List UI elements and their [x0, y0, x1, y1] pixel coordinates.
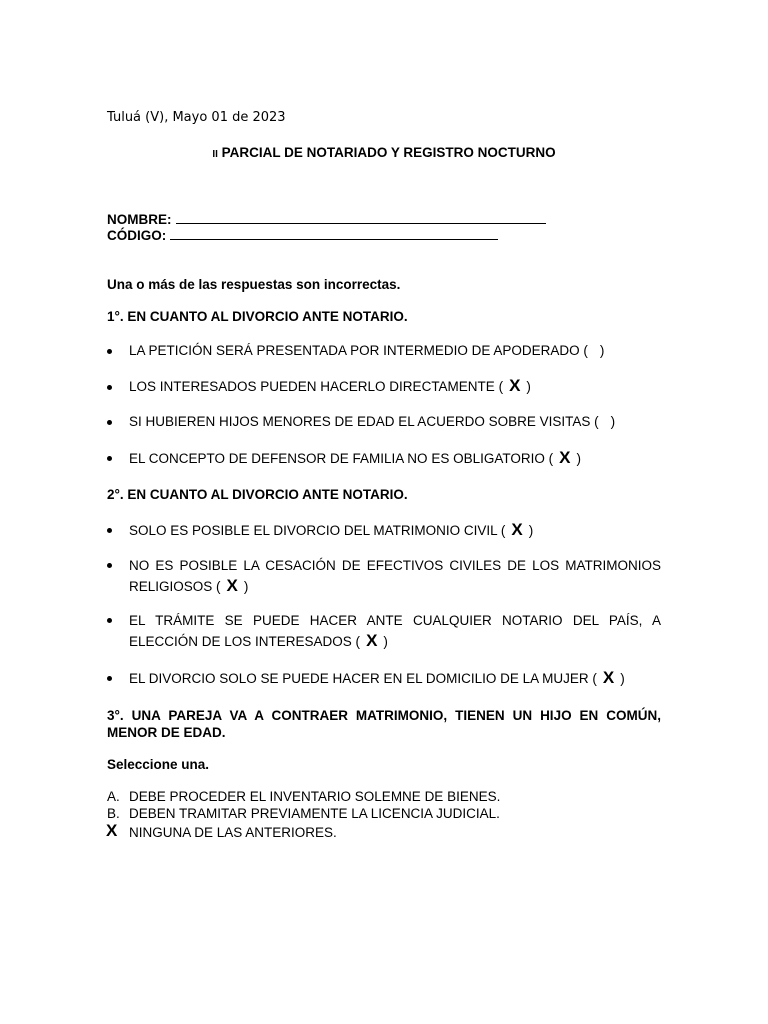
answer-mark: X: [509, 376, 521, 395]
name-label: NOMBRE:: [107, 212, 172, 227]
exam-title: [0, 145, 768, 160]
q1-item-1: LA PETICIÓN SERÁ PRESENTADA POR INTERMEDIO DE APODERADO ( ): [129, 343, 605, 358]
option-c-answer-mark: X: [106, 821, 118, 840]
instruction-text: Una o más de las respuestas son incorrectas.: [107, 277, 401, 292]
q2-item-1: SOLO ES POSIBLE EL DIVORCIO DEL MATRIMONIO CIVIL ( X ): [129, 520, 534, 539]
bullet-icon: [107, 456, 112, 461]
q1-heading: 1°. EN CUANTO AL DIVORCIO ANTE NOTARIO.: [107, 309, 408, 324]
q2-item-4: EL DIVORCIO SOLO SE PUEDE HACER EN EL DOMICILIO DE LA MUJER ( X ): [129, 668, 625, 687]
bullet-icon: [107, 349, 112, 354]
answer-mark: X: [226, 576, 238, 595]
bullet-icon: [107, 618, 112, 623]
place-date: Tuluá (V), Mayo 01 de 2023: [107, 110, 286, 125]
option-a-text: DEBE PROCEDER EL INVENTARIO SOLEMNE DE BIENES.: [129, 789, 501, 804]
answer-mark: X: [366, 631, 378, 650]
bullet-icon: [107, 563, 112, 568]
title-text: PARCIAL DE NOTARIADO Y REGISTRO NOCTURNO: [221, 145, 556, 160]
q3-heading: 3°. UNA PAREJA VA A CONTRAER MATRIMONIO, TIENEN UN HIJO EN COMÚN, MENOR DE EDAD.: [107, 708, 661, 740]
q1-item-3: SI HUBIEREN HIJOS MENORES DE EDAD EL ACUERDO SOBRE VISITAS ( ): [129, 414, 616, 429]
q3-instruction: Seleccione una.: [107, 757, 210, 772]
code-label: CÓDIGO:: [107, 228, 167, 243]
bullet-icon: [107, 676, 112, 681]
name-field: [107, 211, 546, 227]
q2-heading: 2°. EN CUANTO AL DIVORCIO ANTE NOTARIO.: [107, 487, 408, 502]
option-a-letter: A.: [107, 789, 120, 804]
option-c-text: NINGUNA DE LAS ANTERIORES.: [129, 825, 337, 840]
answer-mark: X: [602, 668, 615, 687]
option-b-text: DEBEN TRAMITAR PREVIAMENTE LA LICENCIA JUDICIAL.: [129, 806, 500, 821]
option-b-letter: B.: [107, 806, 120, 821]
bullet-icon: [107, 385, 112, 390]
bullet-icon: [107, 420, 112, 425]
answer-mark: X: [559, 448, 571, 467]
code-blank-line: [170, 227, 498, 240]
q2-item-2: NO ES POSIBLE LA CESACIÓN DE EFECTIVOS CIVILES DE LOS MATRIMONIOS RELIGIOSOS ( X ): [129, 558, 661, 595]
answer-mark: X: [511, 520, 523, 539]
q2-item-3: EL TRÁMITE SE PUEDE HACER ANTE CUALQUIER NOTARIO DEL PAÍS, A ELECCIÓN DE LOS INTERESADOS ( X ): [129, 613, 661, 650]
title-roman-numeral: II: [212, 149, 218, 160]
bullet-icon: [107, 528, 112, 533]
q1-item-2: LOS INTERESADOS PUEDEN HACERLO DIRECTAMENTE ( X ): [129, 376, 531, 395]
code-field: [107, 227, 498, 243]
q1-item-4: EL CONCEPTO DE DEFENSOR DE FAMILIA NO ES OBLIGATORIO ( X ): [129, 448, 581, 467]
name-blank-line: [176, 211, 546, 224]
